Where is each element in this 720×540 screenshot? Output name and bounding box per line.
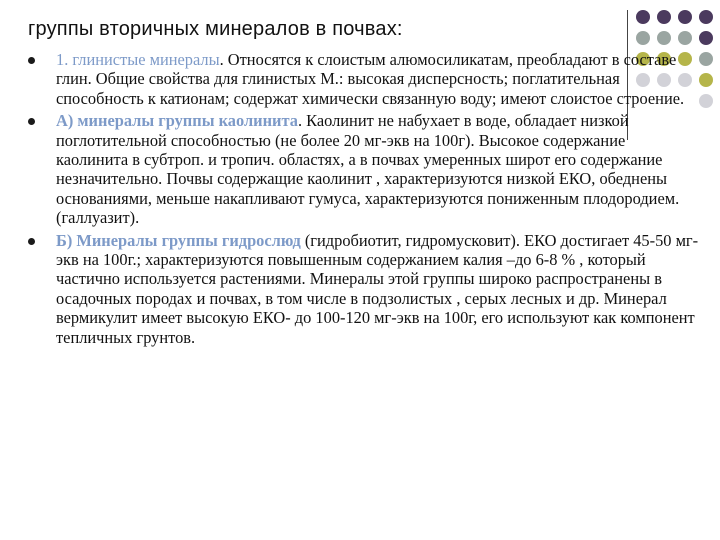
decor-dot xyxy=(699,10,713,24)
decor-dot xyxy=(657,31,671,45)
decor-dot xyxy=(636,10,650,24)
decor-dot xyxy=(699,31,713,45)
decor-dot xyxy=(699,52,713,66)
bullet-item-clay-minerals xyxy=(28,50,700,108)
bullet-item-hydromica xyxy=(28,231,700,347)
bullet-heading: 1. глинистые минералы xyxy=(56,50,220,69)
bullet-text: . Каолинит не набухает в воде, обладает низкой поглотительной способностью (не более 20 мг-экв на 100г). Высокое содержание каолинита в субтроп. и тропич. областях, а в почвах умеренных широт его содержание незначительно. Почвы содержащие каолинит , характеризуются низкой ЕКО, обеднены основаниями, меньше накапливают гумуса, характеризуются пониженным плодородием. (галлуазит). xyxy=(56,111,680,228)
bullet-heading: А) минералы группы каолинита xyxy=(56,111,298,131)
slide-title: группы вторичных минералов в почвах: xyxy=(28,18,403,40)
decor-dot xyxy=(699,94,713,108)
decor-dot xyxy=(678,10,692,24)
bullet-item-kaolinite xyxy=(28,111,700,227)
decor-dot xyxy=(678,31,692,45)
bullet-dot-icon xyxy=(28,238,35,245)
decor-dot xyxy=(699,73,713,87)
decor-dot xyxy=(636,31,650,45)
bullet-text: . Относятся к слоистым алюмосиликатам, преобладают в составе глин. Общие свойства для глинистых М.: высокая дисперсность; поглатительная способность к катионам; содержат химически связанную воду; имеют слоистое строение. xyxy=(56,50,685,108)
bullet-heading: Б) Минералы группы гидрослюд xyxy=(56,230,301,250)
decor-dot xyxy=(657,10,671,24)
bullet-list xyxy=(28,50,700,350)
bullet-text: (гидробиотит, гидромусковит). ЕКО достигает 45-50 мг-экв на 100г.; характеризуются повышенным содержанием калия –до 6-8 % , который частично используется растениями. Минералы этой группы широко распространены в осадочных породах и почвах, в том числе в подзолистых , серых лесных и др. Минерал вермикулит имеет высокую ЕКО- до 100-120 мг-экв на 100г, его используют как компонент тепличных грунтов. xyxy=(56,230,699,347)
bullet-dot-icon xyxy=(28,118,35,125)
bullet-dot-icon xyxy=(28,57,35,64)
